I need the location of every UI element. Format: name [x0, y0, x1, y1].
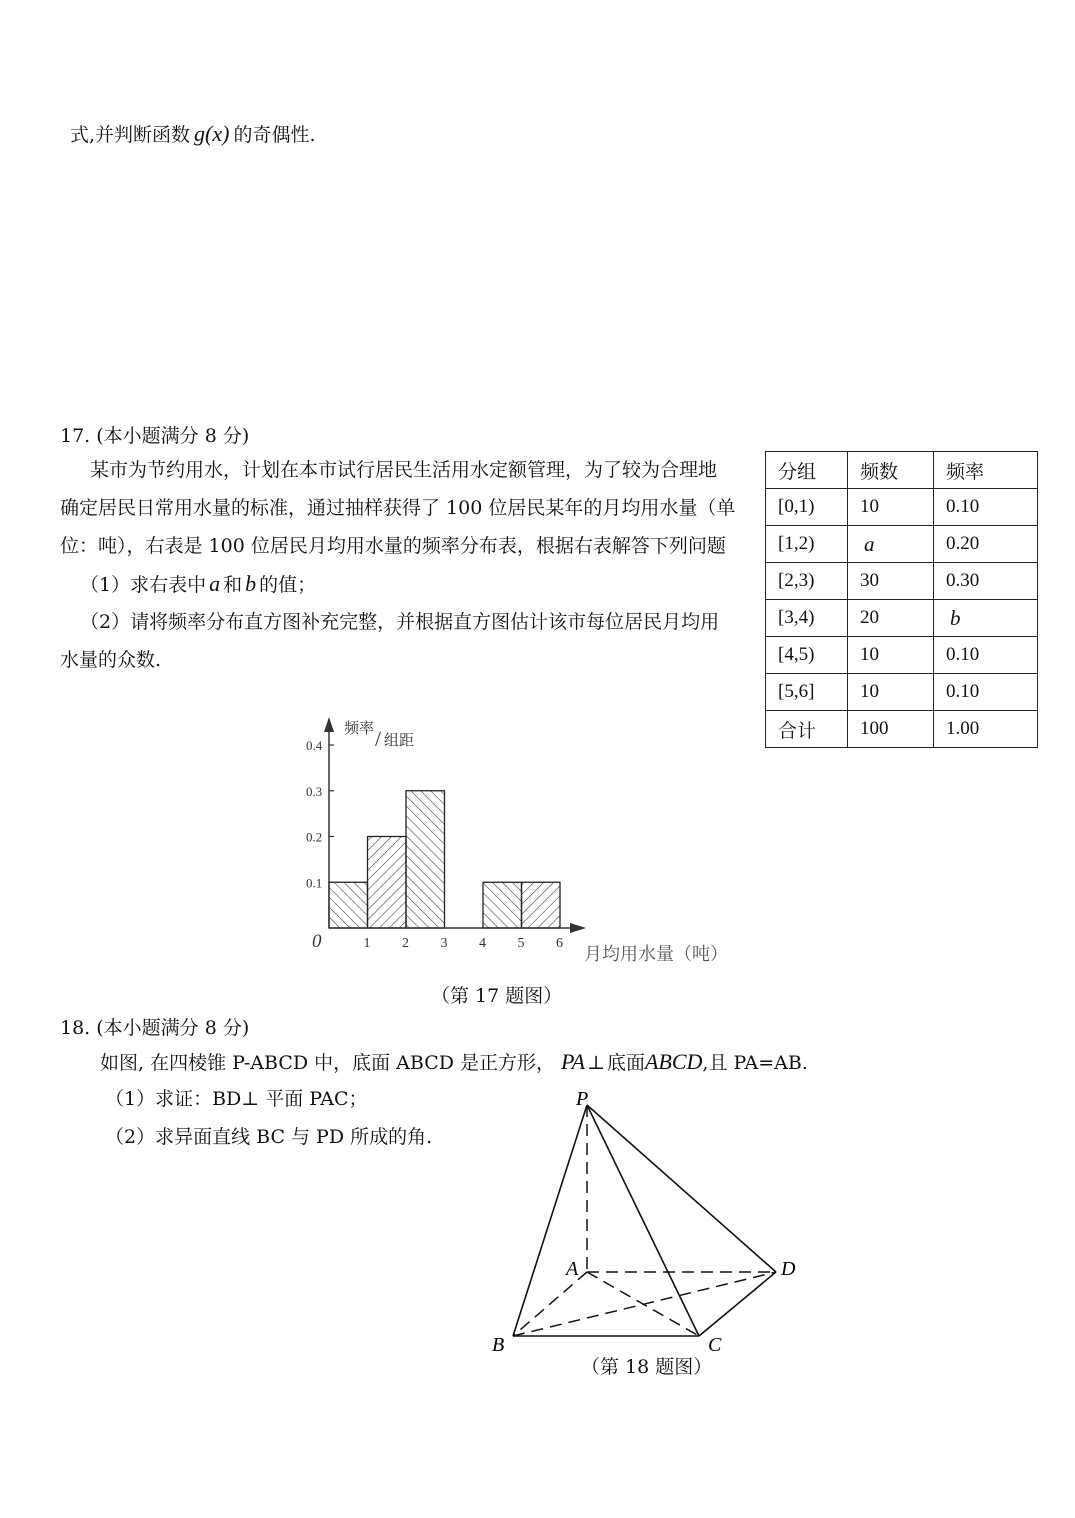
- q17-figure-caption: （第 17 题图）: [431, 985, 563, 1007]
- y-tick-label: 0.3: [306, 783, 323, 799]
- table-cell: 0.10: [934, 489, 1038, 526]
- table-cell: 0.10: [934, 674, 1038, 711]
- var-a: a: [209, 571, 221, 596]
- math-pa: PA: [561, 1049, 586, 1074]
- table-cell: [5,6]: [766, 674, 848, 711]
- table-header: 频率: [934, 452, 1038, 489]
- q17-line-3: 位：吨），右表是 100 位居民月均用水量的频率分布表，根据右表解答下列问题: [60, 535, 726, 557]
- table-cell: a: [848, 526, 934, 563]
- histogram-bar-2: [368, 837, 407, 929]
- table-cell: 0.30: [934, 563, 1038, 600]
- prev-question-line: [70, 120, 316, 147]
- table-row: [766, 674, 1038, 711]
- table-row: [766, 489, 1038, 526]
- y-tick-label: 0.1: [306, 875, 323, 891]
- histogram-bar-5: [483, 882, 522, 928]
- y-tick-label: 0.4: [306, 738, 323, 753]
- histogram-chart: [290, 710, 740, 970]
- q18-part-2: （2）求异面直线 BC 与 PD 所成的角.: [105, 1126, 433, 1148]
- histogram-bar-6: [522, 882, 561, 928]
- y-tick-label: 0.2: [306, 829, 323, 845]
- q18-intro-prefix: 如图, 在四棱锥 P-ABCD 中，底面 ABCD 是正方形，: [100, 1052, 556, 1074]
- x-tick-label: 2: [402, 936, 409, 951]
- q18-intro-suffix: ,且 PA=AB.: [702, 1052, 808, 1074]
- frequency-table: [765, 451, 1038, 748]
- table-cell: [4,5): [766, 637, 848, 674]
- q17-part-1-suffix: 的值；: [259, 574, 317, 596]
- x-tick-label: 1: [363, 936, 371, 951]
- table-cell: 1.00: [934, 711, 1038, 748]
- vertex-label-b: B: [492, 1334, 505, 1356]
- edge-pd: [587, 1105, 776, 1272]
- q17-part-1: [80, 565, 316, 604]
- histogram-bar-1: [329, 882, 368, 928]
- y-axis-arrow: [324, 717, 334, 732]
- q18-intro-mid: 底面: [606, 1052, 645, 1074]
- table-cell: 30: [848, 563, 934, 600]
- vertex-label-c: C: [708, 1334, 722, 1356]
- table-row: [766, 563, 1038, 600]
- q18-figure-caption: （第 18 题图）: [581, 1356, 713, 1378]
- pyramid-figure: [480, 1085, 820, 1360]
- x-axis-arrow: [570, 923, 586, 933]
- edge-pb: [513, 1105, 587, 1336]
- x-tick-label: 4: [479, 936, 486, 951]
- table-cell: 0.10: [934, 637, 1038, 674]
- math-abcd: ABCD: [644, 1049, 703, 1074]
- x-tick-label: 6: [556, 936, 563, 951]
- vertex-label-a: A: [566, 1258, 579, 1280]
- q17-part-1-mid: 和: [223, 574, 243, 596]
- vertex-label-p: P: [576, 1088, 589, 1110]
- table-cell: [3,4): [766, 600, 848, 637]
- table-row: [766, 600, 1038, 637]
- q17-header: 17. (本小题满分 8 分): [60, 425, 250, 447]
- q17-part-1-prefix: （1）求右表中: [80, 574, 207, 596]
- prev-question-suffix: 的奇偶性.: [233, 124, 316, 146]
- x-tick-label: 5: [517, 936, 525, 951]
- y-axis-label-slash: /: [375, 726, 382, 751]
- q18-part-1: （1）求证：BD⊥ 平面 PAC；: [105, 1088, 368, 1110]
- x-tick-label: 3: [440, 936, 448, 951]
- prev-question-prefix: 式,并判断函数: [70, 124, 191, 146]
- table-header: 分组: [766, 452, 848, 489]
- q17-line-2: 确定居民日常用水量的标准，通过抽样获得了 100 位居民某年的月均用水量（单: [60, 497, 736, 519]
- var-b: b: [245, 571, 257, 596]
- x-axis-label: 月均用水量（吨）: [584, 944, 728, 964]
- table-row: [766, 526, 1038, 563]
- table-cell: 0.20: [934, 526, 1038, 563]
- perp-symbol: ⊥: [587, 1052, 605, 1074]
- function-g-of-x: g(x): [194, 121, 230, 146]
- table-cell: 合计: [766, 711, 848, 748]
- table-cell: 100: [848, 711, 934, 748]
- table-row: [766, 711, 1038, 748]
- table-cell: 10: [848, 637, 934, 674]
- table-cell: [2,3): [766, 563, 848, 600]
- table-header: 频数: [848, 452, 934, 489]
- table-cell: b: [934, 600, 1038, 637]
- table-row: [766, 637, 1038, 674]
- table-header-row: [766, 452, 1038, 489]
- q17-part-2-line-1: （2）请将频率分布直方图补充完整，并根据直方图估计该市每位居民月均用: [80, 611, 720, 633]
- table-cell: [0,1): [766, 489, 848, 526]
- y-axis-label-main: 频率: [344, 721, 375, 737]
- origin-label: 0: [312, 931, 322, 952]
- table-cell: 20: [848, 600, 934, 637]
- q17-line-1: 某市为节约用水，计划在本市试行居民生活用水定额管理，为了较为合理地: [90, 459, 718, 481]
- table-cell: [1,2): [766, 526, 848, 563]
- table-cell: 10: [848, 674, 934, 711]
- y-axis-label-sub: 组距: [384, 733, 415, 749]
- q18-header: 18. (本小题满分 8 分): [60, 1017, 250, 1039]
- edge-pc: [587, 1105, 699, 1336]
- table-cell: 10: [848, 489, 934, 526]
- histogram-bar-3: [406, 791, 445, 928]
- vertex-label-d: D: [781, 1258, 796, 1280]
- q18-intro: [100, 1043, 808, 1082]
- q17-part-2-line-2: 水量的众数.: [60, 649, 162, 671]
